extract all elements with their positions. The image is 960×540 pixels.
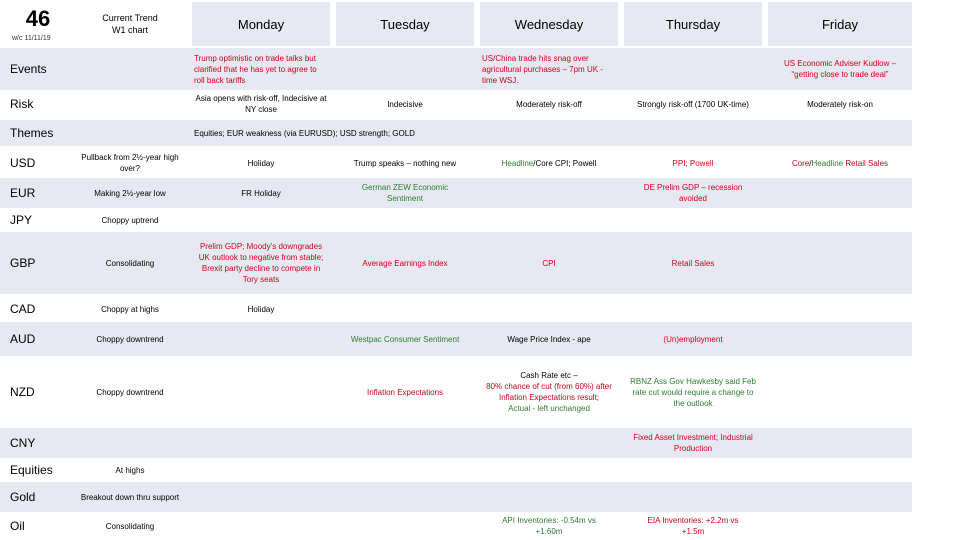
- eur-label: EUR: [10, 186, 36, 200]
- aud-label: AUD: [10, 332, 36, 346]
- aud-thursday: (Un)employment: [663, 334, 723, 344]
- nzd-thursday: RBNZ Ass Gov Hawkesby said Feb rate cut would require a change to the outlook: [630, 376, 756, 408]
- events-friday: US Economic Adviser Kudlow – “getting close to trade deal”: [783, 59, 897, 79]
- usd-thursday: PPI; Powell: [672, 158, 714, 168]
- nzd-wednesday-line2: 80% chance of cut (from 60%) after Inflation Expectations result;: [486, 382, 612, 402]
- oil-wednesday: API Inventories: -0.54m vs +1.60m: [502, 516, 596, 536]
- aud-wednesday: Wage Price Index - ape: [507, 334, 591, 344]
- oil-label: Oil: [10, 519, 25, 533]
- gbp-monday: Prelim GDP; Moody’s downgrades UK outlook to negative from stable; Brexit party decline to compete in Tory seats: [198, 242, 324, 284]
- usd-wednesday-headline: Headline: [501, 158, 534, 168]
- usd-friday: [768, 148, 912, 178]
- current-trend-header: Current Trend W1 chart: [102, 13, 158, 35]
- gold-trend: Breakout down thru support: [80, 492, 180, 502]
- events-label: Events: [10, 62, 47, 76]
- usd-friday-core: Core: [791, 158, 810, 168]
- cad-trend: Choppy at highs: [101, 304, 159, 314]
- nzd-wednesday-line3: Actual - left unchanged: [508, 404, 590, 413]
- gold-label: Gold: [10, 490, 36, 504]
- wednesday-header: Wednesday: [514, 16, 584, 32]
- usd-wednesday-rest: /Core CPI; Powell: [533, 158, 597, 168]
- usd-monday: Holiday: [247, 158, 275, 168]
- usd-label: USD: [10, 156, 36, 170]
- eur-thursday: DE Prelim GDP – recession avoided: [643, 183, 743, 203]
- cny-row-band: [0, 428, 912, 458]
- risk-friday: Moderately risk-on: [807, 99, 873, 109]
- themes-label: Themes: [10, 126, 54, 140]
- aud-tuesday: Westpac Consumer Sentiment: [350, 334, 460, 344]
- oil-thursday: EIA Inventories: +2.2m vs +1.5m: [647, 516, 739, 536]
- gbp-label: GBP: [10, 256, 36, 270]
- usd-friday-retail: Retail Sales: [843, 158, 889, 168]
- monday-header: Monday: [237, 16, 285, 32]
- usd-friday-slash: /: [809, 158, 812, 168]
- nzd-tuesday: Inflation Expectations: [366, 387, 444, 397]
- gbp-wednesday: CPI: [542, 258, 556, 268]
- risk-label: Risk: [10, 97, 34, 111]
- tuesday-header: Tuesday: [380, 16, 430, 32]
- gbp-trend: Consolidating: [105, 258, 155, 268]
- events-wednesday: US/China trade hits snag over agricultural purchases – 7pm UK -time WSJ.: [482, 53, 603, 85]
- usd-friday-headline: Headline: [811, 158, 844, 168]
- cny-label: CNY: [10, 436, 36, 450]
- week-commencing: w/c 11/11/19: [12, 35, 51, 42]
- gbp-thursday: Retail Sales: [671, 258, 715, 268]
- risk-tuesday: Indecisive: [387, 99, 423, 109]
- nzd-wednesday-line1: Cash Rate etc –: [520, 371, 578, 380]
- nzd-wednesday: [484, 356, 614, 428]
- risk-thursday: Strongly risk-off (1700 UK-time): [637, 99, 749, 109]
- eur-tuesday: German ZEW Economic Sentiment: [361, 183, 449, 203]
- eur-trend: Making 2½-year low: [94, 188, 166, 198]
- nzd-label: NZD: [10, 385, 35, 399]
- equities-label: Equities: [10, 463, 53, 477]
- cad-monday: Holiday: [247, 304, 275, 314]
- usd-trend: Pullback from 2½-year high over?: [81, 153, 179, 173]
- jpy-trend: Choppy uptrend: [101, 215, 159, 225]
- week-number: 46: [25, 6, 51, 31]
- gbp-tuesday: Average Earnings Index: [362, 258, 448, 268]
- cny-thursday: Fixed Asset Investment; Industrial Production: [633, 433, 753, 453]
- nzd-trend: Choppy downtrend: [96, 387, 164, 397]
- oil-trend: Consolidating: [105, 521, 155, 531]
- usd-wednesday: [480, 148, 618, 178]
- friday-header: Friday: [821, 16, 859, 32]
- events-monday: Trump optimistic on trade talks but clarified that he has yet to agree to roll back tariffs: [194, 53, 317, 85]
- risk-monday: Asia opens with risk-off, Indecisive at NY close: [195, 94, 327, 114]
- cad-label: CAD: [10, 302, 36, 316]
- eur-monday: FR Holiday: [241, 188, 281, 198]
- risk-wednesday: Moderately risk-off: [516, 99, 582, 109]
- thursday-header: Thursday: [665, 16, 721, 32]
- themes-text: Equities; EUR weakness (via EURUSD); USD strength; GOLD: [194, 128, 415, 138]
- aud-trend: Choppy downtrend: [96, 334, 164, 344]
- jpy-label: JPY: [10, 213, 33, 227]
- equities-trend: At highs: [115, 465, 145, 475]
- usd-tuesday: Trump speaks – nothing new: [353, 158, 457, 168]
